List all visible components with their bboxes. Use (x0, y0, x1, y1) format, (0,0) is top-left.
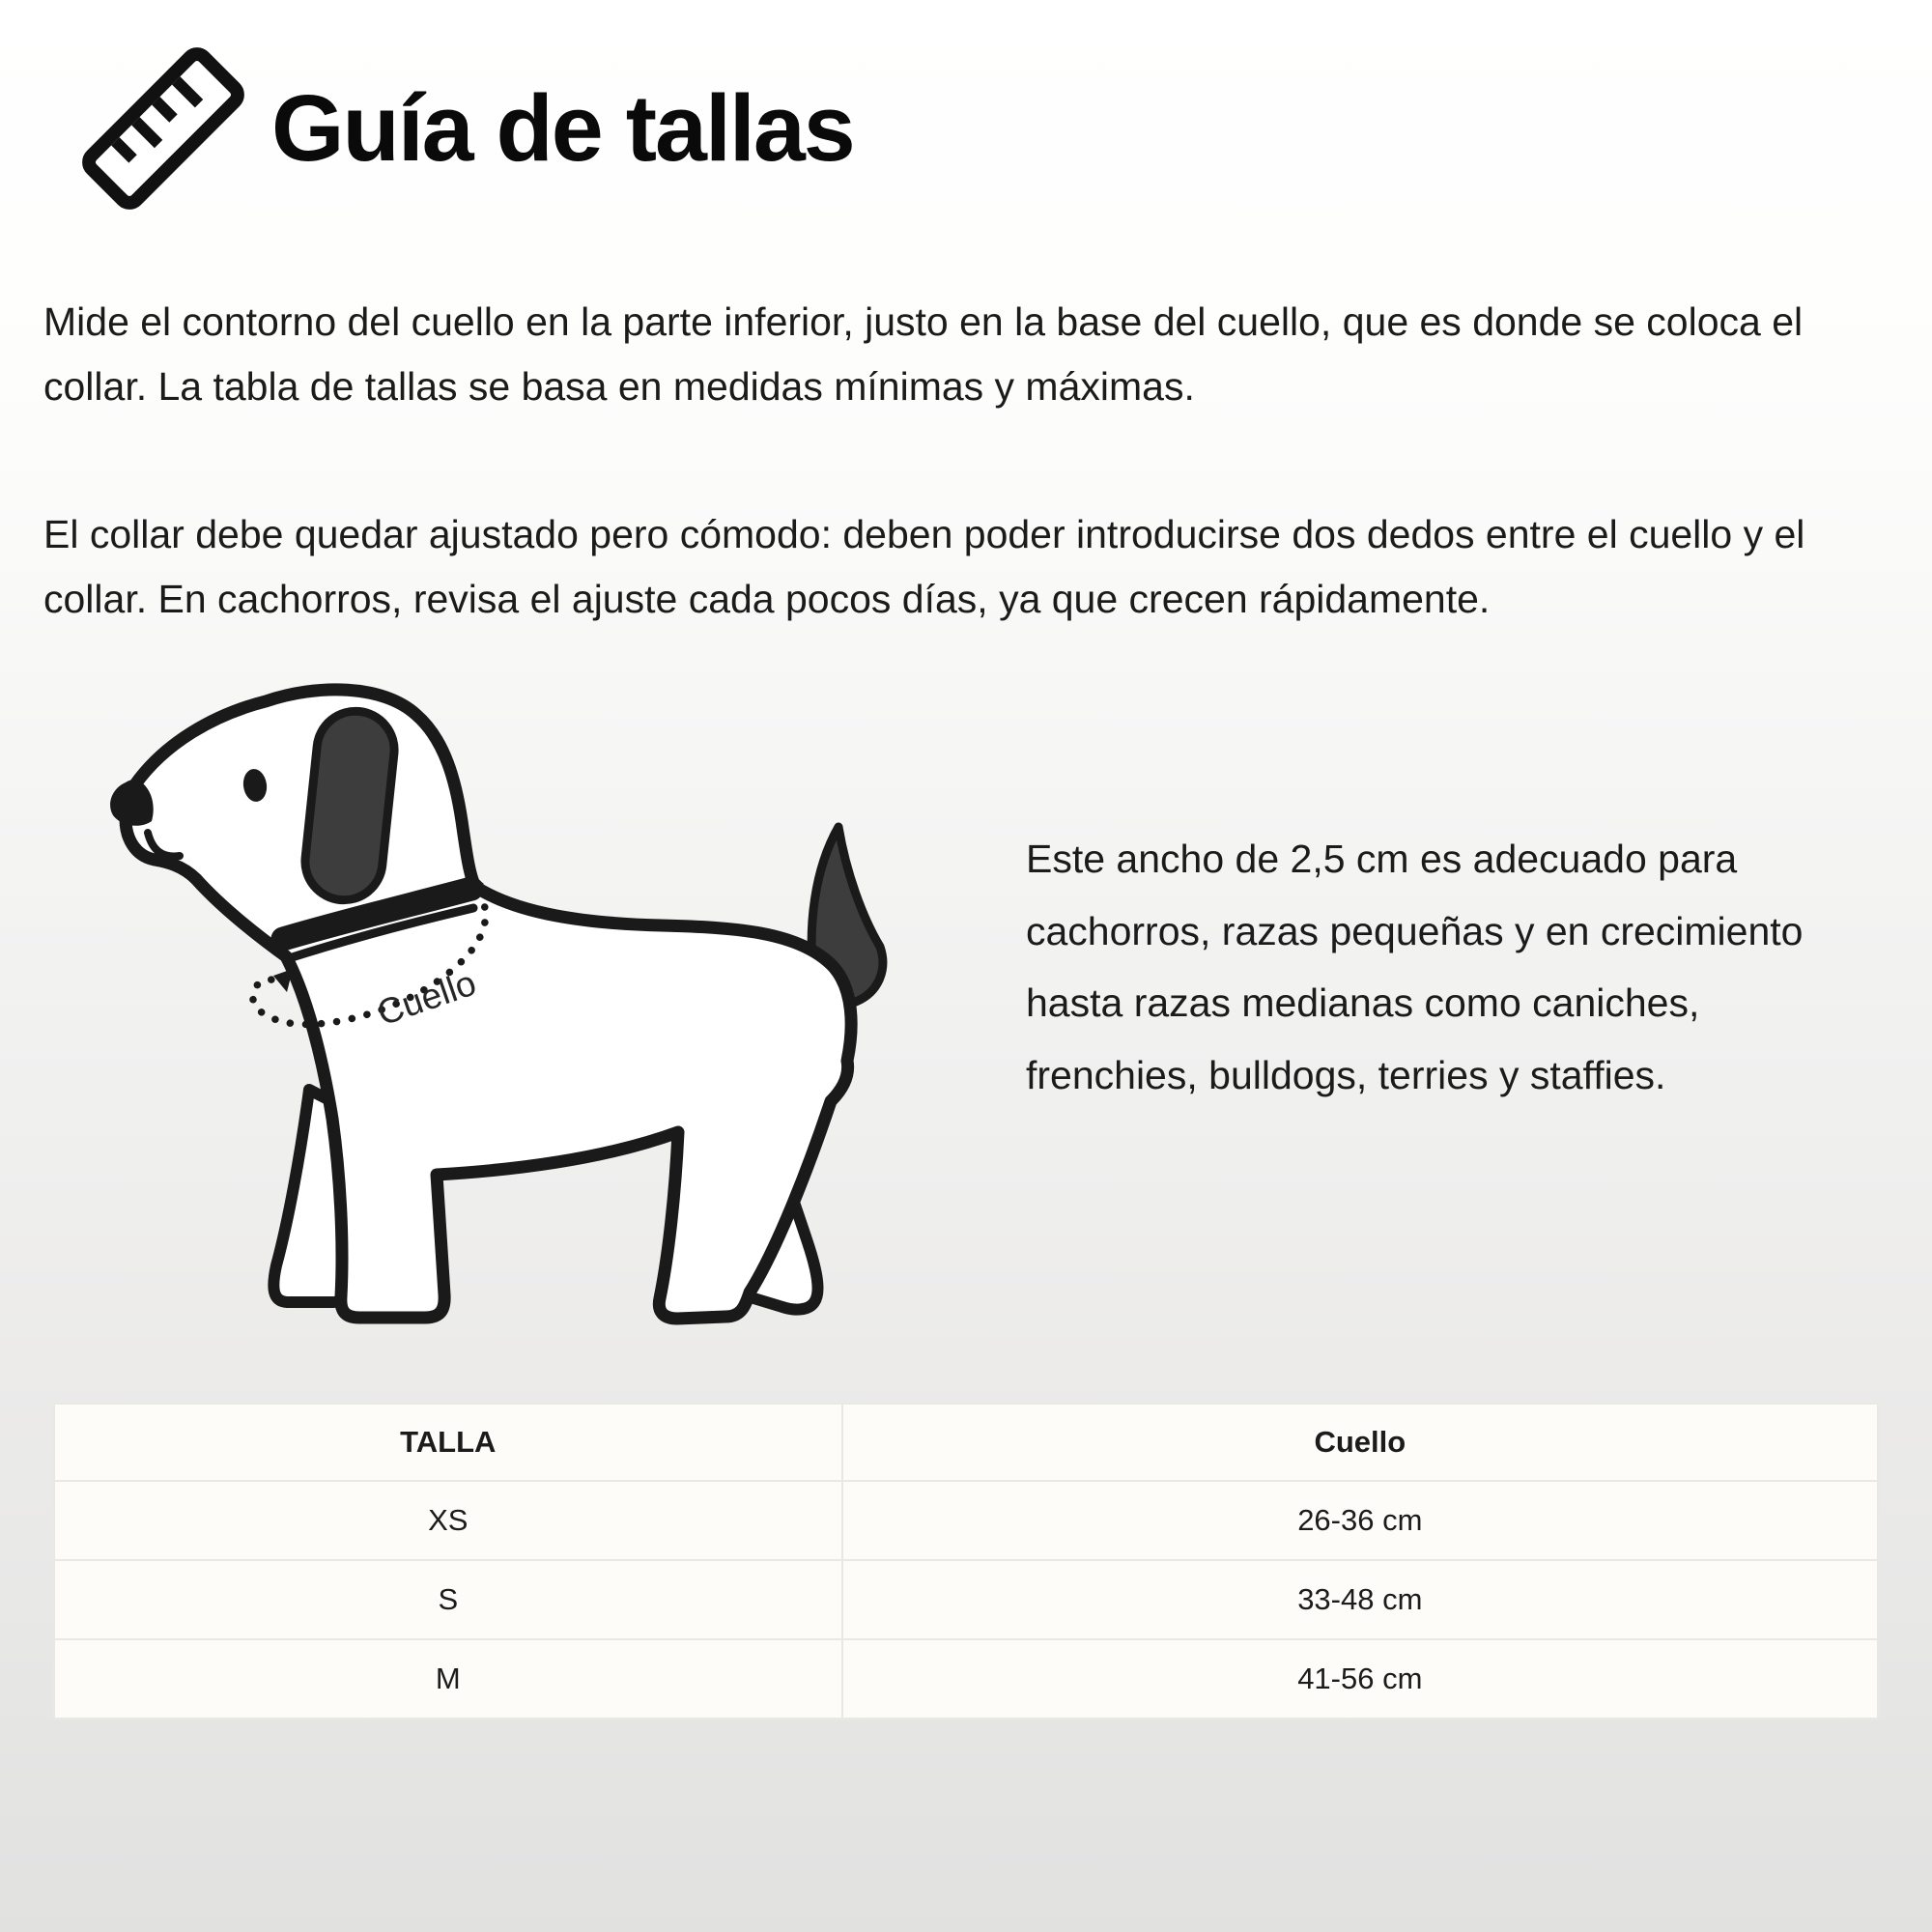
dog-body (125, 690, 851, 1319)
measure-arrowhead-left (273, 969, 293, 992)
table-row (54, 1639, 1878, 1719)
page-title: Guía de tallas (271, 74, 854, 181)
neck-cell: 41-56 cm (842, 1639, 1878, 1719)
intro-paragraph-fit: El collar debe quedar ajustado pero cómodo: deben poder introducirse dos dedos entre el cuello y el collar. En cachorros, revisa el ajuste cada pocos días, ya que crecen rápidamente. (43, 512, 1805, 621)
header (82, 43, 854, 213)
dog-ear (301, 707, 398, 903)
dog-illustration (97, 676, 956, 1352)
neck-cell: 33-48 cm (842, 1560, 1878, 1639)
neck-label: Cuello (372, 962, 481, 1034)
size-table (53, 1403, 1879, 1719)
width-note: Este ancho de 2,5 cm es adecuado para cachorros, razas pequeñas y en crecimiento hasta razas medianas como caniches, frenchies, bulldogs, terries y staffies. (1026, 837, 1804, 1097)
size-cell: XS (54, 1481, 842, 1560)
table-header-row (54, 1404, 1878, 1481)
size-cell: S (54, 1560, 842, 1639)
intro-paragraph-measure: Mide el contorno del cuello en la parte inferior, justo en la base del cuello, que es donde se coloca el collar. La tabla de tallas se basa en medidas mínimas y máximas. (43, 299, 1804, 409)
column-header-neck: Cuello (842, 1404, 1878, 1481)
column-header-size: TALLA (54, 1404, 842, 1481)
neck-cell: 26-36 cm (842, 1481, 1878, 1560)
table-row (54, 1481, 1878, 1560)
table-row (54, 1560, 1878, 1639)
size-cell: M (54, 1639, 842, 1719)
ruler-icon (82, 45, 244, 212)
